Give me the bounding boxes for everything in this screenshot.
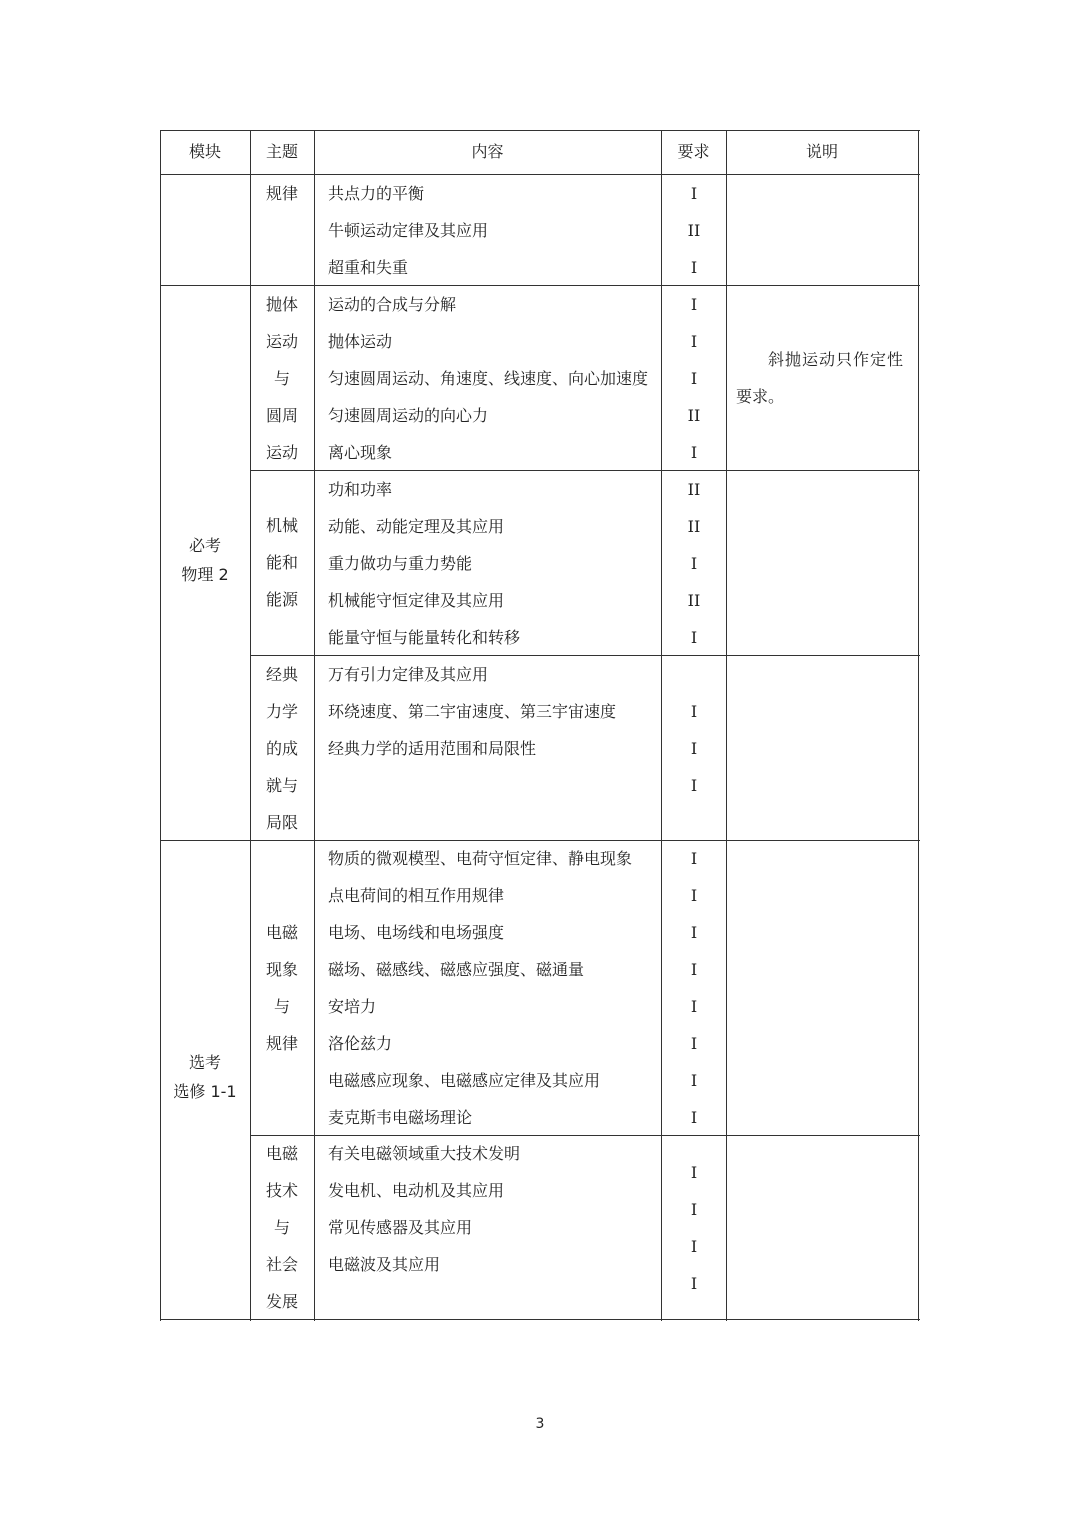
column-divider bbox=[314, 130, 315, 1321]
note-line: 斜抛运动只作定性 bbox=[768, 350, 905, 369]
topic-line: 运动 bbox=[265, 332, 298, 351]
requirements-jingdian bbox=[662, 693, 726, 804]
module-line: 选考 bbox=[188, 1053, 221, 1072]
content-jixie bbox=[328, 471, 520, 656]
content-dianci-xianxiang bbox=[328, 840, 632, 1136]
requirement-level: I bbox=[690, 849, 698, 868]
content-item: 万有引力定律及其应用 bbox=[328, 665, 489, 684]
topic-line: 能和 bbox=[265, 553, 298, 572]
topic-dianci-xianxiang bbox=[250, 914, 314, 1062]
requirement-level: I bbox=[690, 1108, 698, 1127]
requirements-dianci-xianxiang bbox=[662, 840, 726, 1136]
topic-line: 社会 bbox=[265, 1255, 298, 1274]
column-divider bbox=[726, 130, 727, 1321]
syllabus-table bbox=[160, 130, 920, 1321]
requirement-level: I bbox=[690, 1163, 698, 1182]
topic-line: 经典 bbox=[265, 665, 298, 684]
note-paoti bbox=[736, 341, 912, 415]
topic-line: 力学 bbox=[265, 702, 298, 721]
header-module: 模块 bbox=[188, 142, 221, 161]
topic-line: 能源 bbox=[265, 590, 298, 609]
content-item: 匀速圆周运动的向心力 bbox=[328, 406, 489, 425]
topic-line: 运动 bbox=[265, 443, 298, 462]
requirement-level: I bbox=[690, 702, 698, 721]
topic-line: 圆周 bbox=[265, 406, 298, 425]
content-item: 运动的合成与分解 bbox=[328, 295, 457, 314]
content-item: 抛体运动 bbox=[328, 332, 393, 351]
header-topic: 主题 bbox=[265, 142, 298, 161]
content-item: 动能、动能定理及其应用 bbox=[328, 517, 505, 536]
module-line: 必考 bbox=[188, 536, 221, 555]
content-item: 洛伦兹力 bbox=[328, 1034, 393, 1053]
module-xuankao bbox=[160, 1048, 250, 1106]
requirement-level: I bbox=[690, 258, 698, 277]
table-border-left bbox=[160, 130, 161, 1321]
content-item: 有关电磁领域重大技术发明 bbox=[328, 1144, 521, 1163]
content-item: 匀速圆周运动、角速度、线速度、向心加速度 bbox=[328, 369, 649, 388]
header-content: 内容 bbox=[471, 142, 504, 161]
topic-line: 电磁 bbox=[265, 1144, 298, 1163]
content-item: 发电机、电动机及其应用 bbox=[328, 1181, 505, 1200]
topic-line: 与 bbox=[273, 369, 290, 388]
topic-line: 发展 bbox=[265, 1292, 298, 1311]
content-item: 安培力 bbox=[328, 997, 377, 1016]
requirement-level: II bbox=[687, 517, 701, 536]
topic-line: 电磁 bbox=[265, 923, 298, 942]
topic-line: 规律 bbox=[265, 184, 298, 203]
content-item: 经典力学的适用范围和局限性 bbox=[328, 739, 537, 758]
content-item: 机械能守恒定律及其应用 bbox=[328, 591, 505, 610]
content-item: 电磁感应现象、电磁感应定律及其应用 bbox=[328, 1071, 601, 1090]
table-border-right bbox=[918, 130, 919, 1321]
topic-jixie bbox=[250, 507, 314, 618]
page-number: 3 bbox=[535, 1416, 545, 1432]
requirements-dianci-jishu bbox=[662, 1154, 726, 1302]
content-item: 离心现象 bbox=[328, 443, 393, 462]
requirement-level: I bbox=[690, 1274, 698, 1293]
content-item: 电磁波及其应用 bbox=[328, 1255, 441, 1274]
requirement-level: I bbox=[690, 923, 698, 942]
content-item: 磁场、磁感线、磁感应强度、磁通量 bbox=[328, 960, 585, 979]
content-item: 麦克斯韦电磁场理论 bbox=[328, 1108, 473, 1127]
content-guilv bbox=[328, 175, 488, 286]
topic-line: 技术 bbox=[265, 1181, 298, 1200]
requirement-level: I bbox=[690, 1237, 698, 1256]
content-paoti bbox=[328, 286, 648, 471]
topic-line: 与 bbox=[273, 997, 290, 1016]
requirement-level: I bbox=[690, 184, 698, 203]
requirements-guilv bbox=[662, 175, 726, 286]
topic-line: 抛体 bbox=[265, 295, 298, 314]
header-requirement: 要求 bbox=[677, 142, 710, 161]
requirement-level: I bbox=[690, 960, 698, 979]
requirement-level: I bbox=[690, 1034, 698, 1053]
content-item: 功和功率 bbox=[328, 480, 393, 499]
topic-guilv bbox=[250, 175, 314, 212]
requirement-level: I bbox=[690, 332, 698, 351]
content-item: 能量守恒与能量转化和转移 bbox=[328, 628, 521, 647]
content-item: 超重和失重 bbox=[328, 258, 409, 277]
content-item: 物质的微观模型、电荷守恒定律、静电现象 bbox=[328, 849, 633, 868]
requirement-level: II bbox=[687, 480, 701, 499]
topic-line: 局限 bbox=[265, 813, 298, 832]
requirement-level: I bbox=[690, 554, 698, 573]
topic-paoti bbox=[250, 286, 314, 471]
content-item: 电场、电场线和电场强度 bbox=[328, 923, 505, 942]
requirement-level: I bbox=[690, 369, 698, 388]
requirement-level: I bbox=[690, 628, 698, 647]
requirement-level: I bbox=[690, 886, 698, 905]
topic-line: 机械 bbox=[265, 516, 298, 535]
requirement-level: I bbox=[690, 1200, 698, 1219]
content-item: 共点力的平衡 bbox=[328, 184, 425, 203]
requirement-level: I bbox=[690, 739, 698, 758]
content-jingdian bbox=[328, 656, 616, 767]
requirement-level: I bbox=[690, 1071, 698, 1090]
topic-line: 的成 bbox=[265, 739, 298, 758]
content-item: 点电荷间的相互作用规律 bbox=[328, 886, 505, 905]
topic-jingdian bbox=[250, 656, 314, 841]
header-note: 说明 bbox=[805, 142, 838, 161]
topic-line: 现象 bbox=[265, 960, 298, 979]
content-item: 环绕速度、第二宇宙速度、第三宇宙速度 bbox=[328, 702, 617, 721]
topic-line: 与 bbox=[273, 1218, 290, 1237]
requirement-level: II bbox=[687, 221, 701, 240]
module-bikao bbox=[160, 531, 250, 589]
content-dianci-jishu bbox=[328, 1135, 520, 1283]
requirement-level: I bbox=[690, 776, 698, 795]
requirement-level: I bbox=[690, 443, 698, 462]
requirements-paoti bbox=[662, 286, 726, 471]
requirement-level: II bbox=[687, 591, 701, 610]
requirements-jixie bbox=[662, 471, 726, 656]
topic-line: 规律 bbox=[265, 1034, 298, 1053]
requirement-level: II bbox=[687, 406, 701, 425]
content-item: 重力做功与重力势能 bbox=[328, 554, 473, 573]
module-line: 选修 1-1 bbox=[173, 1082, 237, 1101]
content-item: 牛顿运动定律及其应用 bbox=[328, 221, 489, 240]
topic-line: 就与 bbox=[265, 776, 298, 795]
module-line: 物理 2 bbox=[181, 565, 229, 584]
content-item: 常见传感器及其应用 bbox=[328, 1218, 473, 1237]
topic-dianci-jishu bbox=[250, 1135, 314, 1320]
requirement-level: I bbox=[690, 295, 698, 314]
note-line: 要求。 bbox=[736, 387, 785, 406]
requirement-level: I bbox=[690, 997, 698, 1016]
